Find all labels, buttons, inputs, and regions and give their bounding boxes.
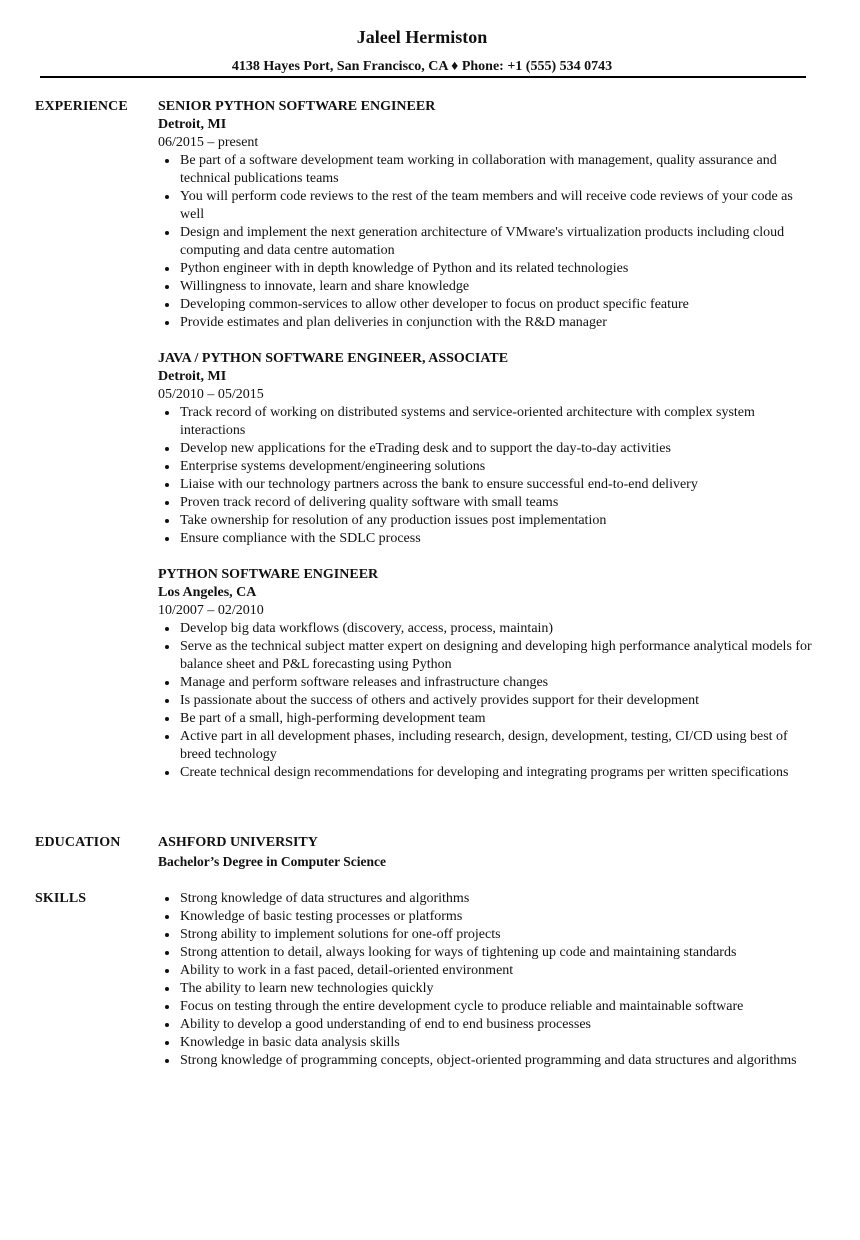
bullet-item: Proven track record of delivering quality software with small teams (180, 494, 818, 512)
school-name: ASHFORD UNIVERSITY (158, 835, 318, 850)
bullet-item: Enterprise systems development/engineering solutions (180, 458, 818, 476)
skill-item: Strong ability to implement solutions for one-off projects (180, 926, 818, 944)
job-entry (158, 566, 818, 782)
bullet-item: You will perform code reviews to the rest of the team members and will receive code reviews of your code as well (180, 188, 818, 224)
skill-item: Strong knowledge of programming concepts, object-oriented programming and data structures and algorithms (180, 1052, 818, 1070)
bullet-item: Design and implement the next generation architecture of VMware's virtualization products including cloud computing and data centre automation (180, 224, 818, 260)
job-title: JAVA / PYTHON SOFTWARE ENGINEER, ASSOCIATE (158, 351, 509, 366)
job-dates: 06/2015 – present (158, 135, 259, 150)
skill-item: Knowledge in basic data analysis skills (180, 1034, 818, 1052)
skill-item: Ability to work in a fast paced, detail-oriented environment (180, 962, 818, 980)
job-dates: 05/2010 – 05/2015 (158, 387, 264, 402)
section-label-education: EDUCATION (35, 835, 121, 850)
skill-item: Knowledge of basic testing processes or platforms (180, 908, 818, 926)
bullet-item: Liaise with our technology partners across the bank to ensure successful end-to-end delivery (180, 476, 818, 494)
bullet-item: Develop new applications for the eTrading desk and to support the day-to-day activities (180, 440, 818, 458)
bullet-item: Ensure compliance with the SDLC process (180, 530, 818, 548)
bullet-item: Developing common-services to allow other developer to focus on product specific feature (180, 296, 818, 314)
bullet-item: Active part in all development phases, including research, design, development, testing, CI/CD using best of breed technology (180, 728, 818, 764)
job-location: Detroit, MI (158, 117, 227, 132)
section-label-experience: EXPERIENCE (35, 99, 128, 114)
skill-item: Strong attention to detail, always looking for ways of tightening up code and maintaining standards (180, 944, 818, 962)
candidate-name: Jaleel Hermiston (356, 27, 488, 47)
section-label-skills: SKILLS (35, 891, 87, 906)
bullet-item: Serve as the technical subject matter expert on designing and developing high performance analytical models for balance sheet and P&L forecasting using Python (180, 638, 818, 674)
job-dates: 10/2007 – 02/2010 (158, 603, 264, 618)
bullet-item: Be part of a software development team working in collaboration with management, quality assurance and technical publications teams (180, 152, 818, 188)
bullet-item: Be part of a small, high-performing development team (180, 710, 818, 728)
bullet-item: Manage and perform software releases and infrastructure changes (180, 674, 818, 692)
contact-info: 4138 Hayes Port, San Francisco, CA ♦ Phone: +1 (555) 534 0743 (231, 59, 613, 74)
experience-body (158, 98, 818, 800)
skill-item: Strong knowledge of data structures and algorithms (180, 890, 818, 908)
bullet-item: Track record of working on distributed systems and service-oriented architecture with complex system interactions (180, 404, 818, 440)
bullet-item: Is passionate about the success of others and actively provides support for their development (180, 692, 818, 710)
job-bullets (158, 152, 818, 332)
job-title: PYTHON SOFTWARE ENGINEER (158, 567, 379, 582)
bullet-item: Provide estimates and plan deliveries in conjunction with the R&D manager (180, 314, 818, 332)
job-bullets (158, 620, 818, 782)
skill-item: Focus on testing through the entire development cycle to produce reliable and maintainable software (180, 998, 818, 1016)
skills-list (158, 890, 818, 1070)
job-location: Detroit, MI (158, 369, 227, 384)
bullet-item: Willingness to innovate, learn and share knowledge (180, 278, 818, 296)
job-bullets (158, 404, 818, 548)
header-divider (40, 76, 806, 78)
skills-body (158, 890, 818, 1070)
job-entry (158, 98, 818, 332)
bullet-item: Take ownership for resolution of any production issues post implementation (180, 512, 818, 530)
bullet-item: Python engineer with in depth knowledge of Python and its related technologies (180, 260, 818, 278)
bullet-item: Develop big data workflows (discovery, access, process, maintain) (180, 620, 818, 638)
education-body (158, 834, 818, 872)
job-title: SENIOR PYTHON SOFTWARE ENGINEER (158, 99, 436, 114)
job-entry (158, 350, 818, 548)
degree: Bachelor’s Degree in Computer Science (158, 854, 386, 869)
job-location: Los Angeles, CA (158, 585, 257, 600)
bullet-item: Create technical design recommendations for developing and integrating programs per written specifications (180, 764, 818, 782)
skill-item: Ability to develop a good understanding of end to end business processes (180, 1016, 818, 1034)
skill-item: The ability to learn new technologies quickly (180, 980, 818, 998)
